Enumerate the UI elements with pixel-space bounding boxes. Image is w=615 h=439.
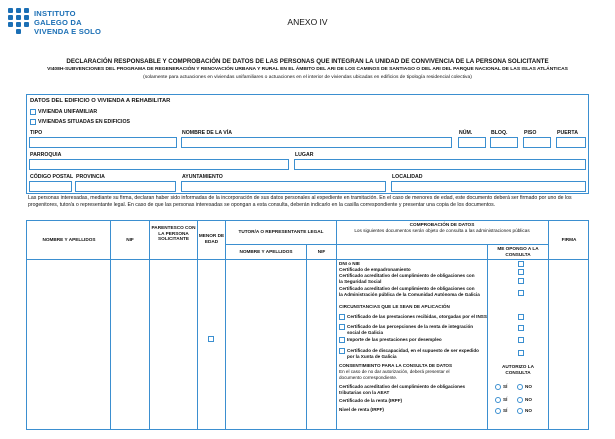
document-subtitle: VI408H-SUBVENCIONES DEL PROGRAMA DE REGENERACIÓN Y RENOVACIÓN URBANA Y RURAL EN EL ÁMBITO DEL ARI DE LOS CAMINOS DE SANTIAGO O DEL ARI DEL PARQUE NACIONAL DE LAS ISLAS ATLÁNTICAS	[47, 67, 568, 72]
single-family-checkbox[interactable]	[30, 109, 36, 115]
provincia-field[interactable]	[75, 181, 176, 192]
circ-risga-checkbox[interactable]	[339, 324, 345, 330]
irpf-yes-radio[interactable]	[495, 397, 501, 403]
authorize-header: AUTORIZO LA CONSULTA	[502, 364, 534, 375]
col-tutor-name-header: NOMBRE Y APELLIDOS	[239, 249, 293, 254]
ayuntamiento-field[interactable]	[181, 181, 386, 192]
renta-yes-label: SÍ	[503, 408, 508, 413]
logo-line-2: GALEGO DA	[34, 18, 82, 27]
col-oponer-header: ME OPONGO A LA CONSULTA	[497, 246, 539, 257]
piso-label: PISO	[524, 130, 537, 136]
renta-no-label: NO	[525, 408, 532, 413]
buildings-label: VIVIENDAS SITUADAS EN EDIFICIOS	[38, 119, 130, 125]
tipo-field[interactable]	[29, 137, 177, 148]
circ-discapacidad-a: Certificado de discapacidad, en el supuesto de ser expedido	[347, 348, 479, 353]
bloq-field[interactable]	[490, 137, 518, 148]
doc-ss-b: la Seguridad Social	[339, 279, 382, 284]
irpf-yes-label: SÍ	[503, 397, 508, 402]
col-name-header: NOMBRE Y APELLIDOS	[42, 237, 96, 242]
cp-field[interactable]	[29, 181, 72, 192]
circ-discapacidad-checkbox[interactable]	[339, 348, 345, 354]
document-note: (solamente para actuaciones en viviendas unifamiliares o actuaciones en el interior de viviendas ubicadas en edificios de tipología residencial colectiva)	[143, 75, 472, 80]
consent-text-b: documento correspondiente.	[339, 375, 398, 380]
oppose-dni-checkbox[interactable]	[518, 261, 524, 267]
ayuntamiento-label: AYUNTAMIENTO	[182, 174, 223, 180]
irpf-no-label: NO	[525, 397, 532, 402]
circ-discapacidad-b: por la Xunta de Galicia	[347, 354, 397, 359]
col-comprobacion-sub: Los siguientes documentos serán objeto de consulta a las administraciones públicas	[354, 228, 530, 233]
piso-field[interactable]	[523, 137, 551, 148]
parroquia-label: PARROQUIA	[30, 152, 62, 158]
oppose-inss-checkbox[interactable]	[518, 314, 524, 320]
renta-yes-radio[interactable]	[495, 408, 501, 414]
circ-inss: Certificado de las prestaciones recibidas, otorgadas por el INSS	[347, 314, 487, 319]
oppose-galicia-checkbox[interactable]	[518, 290, 524, 296]
document-title: DECLARACIÓN RESPONSABLE Y COMPROBACIÓN DE DATOS DE LAS PERSONAS QUE INTEGRAN LA UNIDAD DE CONVIVENCIA DE LA PERSONA SOLICITANTE	[66, 58, 549, 65]
num-label: NÚM.	[459, 130, 473, 136]
lugar-field[interactable]	[294, 159, 586, 170]
minor-checkbox[interactable]	[208, 336, 214, 342]
doc-galicia-b: la Administración pública de la Comunidad Autónoma de Galicia	[339, 292, 480, 297]
col-parentesco-header: PARENTESCO CON LA PERSONA SOLICITANTE	[151, 225, 196, 242]
consent-irpf: Certificado de la renta (IRPF)	[339, 398, 403, 403]
annex-title: ANEXO IV	[287, 17, 328, 27]
oppose-ss-checkbox[interactable]	[518, 278, 524, 284]
oppose-discapacidad-checkbox[interactable]	[518, 350, 524, 356]
circ-risga-a: Certificado de las percepciones de la renta de integración	[347, 324, 474, 329]
col-tutor-nif-header: NIF	[317, 249, 326, 254]
consent-aeat-b: tributarias con la AEAT	[339, 390, 390, 395]
consent-text-a: En el caso de no dar autorización, deberá presentar el	[339, 369, 450, 374]
localidad-label: LOCALIDAD	[392, 174, 423, 180]
num-field[interactable]	[458, 137, 486, 148]
irpf-no-radio[interactable]	[517, 397, 523, 403]
puerta-field[interactable]	[556, 137, 586, 148]
provincia-label: PROVINCIA	[76, 174, 105, 180]
declaration-paragraph: Las personas interesadas, mediante su firma, declaran haber sido informadas de la incorporación de sus datos personales al expediente en tramitación. En el caso de menores de edad, este documento deberá ser firmado por uno de los progenitores, tutor/a o representante legal. En caso de que las personas interesadas se opongan a esta consulta, deberán indicarlo en la casilla correspondiente y presentar una copia de los documentos.	[28, 195, 572, 209]
aeat-yes-radio[interactable]	[495, 384, 501, 390]
doc-padron: Certificado de empadronamiento	[339, 267, 411, 272]
doc-dni: DNI o NIE	[339, 261, 360, 266]
building-section	[26, 94, 589, 194]
consent-nivel-renta: Nivel de renta (IRPF)	[339, 407, 384, 412]
consent-aeat-a: Certificado acreditativo del cumplimiento de obligaciones	[339, 384, 466, 389]
col-firma-header: FIRMA	[561, 237, 577, 242]
circ-risga-b: social de Galicia	[347, 330, 384, 335]
localidad-field[interactable]	[391, 181, 586, 192]
circ-desempleo: Importe de las prestaciones por desempleo	[347, 337, 442, 342]
circumstances-title: CIRCUNSTANCIAS QUE LE SEAN DE APLICACIÓN	[339, 304, 450, 309]
circ-inss-checkbox[interactable]	[339, 314, 345, 320]
circ-desempleo-checkbox[interactable]	[339, 337, 345, 343]
renta-no-radio[interactable]	[517, 408, 523, 414]
oppose-desempleo-checkbox[interactable]	[518, 337, 524, 343]
via-field[interactable]	[181, 137, 452, 148]
col-nif-header: NIF	[126, 237, 134, 242]
oppose-risga-checkbox[interactable]	[518, 325, 524, 331]
buildings-checkbox[interactable]	[30, 119, 36, 125]
members-table	[26, 220, 589, 430]
lugar-label: LUGAR	[295, 152, 314, 158]
building-section-title: DATOS DEL EDIFICIO O VIVIENDA A REHABILITAR	[30, 98, 171, 104]
col-comprobacion-header: COMPROBACIÓN DE DATOS	[409, 222, 475, 227]
bloq-label: BLOQ.	[491, 130, 508, 136]
tipo-label: TIPO	[30, 130, 43, 136]
col-menor-header: MENOR DE EDAD	[198, 233, 225, 244]
doc-galicia-a: Certificado acreditativo del cumplimiento de obligaciones con	[339, 286, 475, 291]
oppose-padron-checkbox[interactable]	[518, 269, 524, 275]
col-tutor-header: TUTOR/A O REPRESENTANTE LEGAL	[238, 229, 324, 234]
cp-label: CÓDIGO POSTAL	[30, 174, 74, 180]
consent-title: CONSENTIMIENTO PARA LA CONSULTA DE DATOS	[339, 363, 453, 368]
aeat-no-radio[interactable]	[517, 384, 523, 390]
logo-line-1: INSTITUTO	[34, 9, 76, 18]
institute-logo	[8, 8, 118, 52]
parroquia-field[interactable]	[29, 159, 289, 170]
via-label: NOMBRE DE LA VÍA	[182, 130, 232, 136]
logo-line-3: VIVENDA E SOLO	[34, 27, 102, 36]
puerta-label: PUERTA	[557, 130, 578, 136]
aeat-yes-label: SÍ	[503, 384, 508, 389]
doc-ss-a: Certificado acreditativo del cumplimiento de obligaciones con	[339, 273, 475, 278]
aeat-no-label: NO	[525, 384, 532, 389]
single-family-label: VIVIENDA UNIFAMILIAR	[38, 109, 98, 115]
